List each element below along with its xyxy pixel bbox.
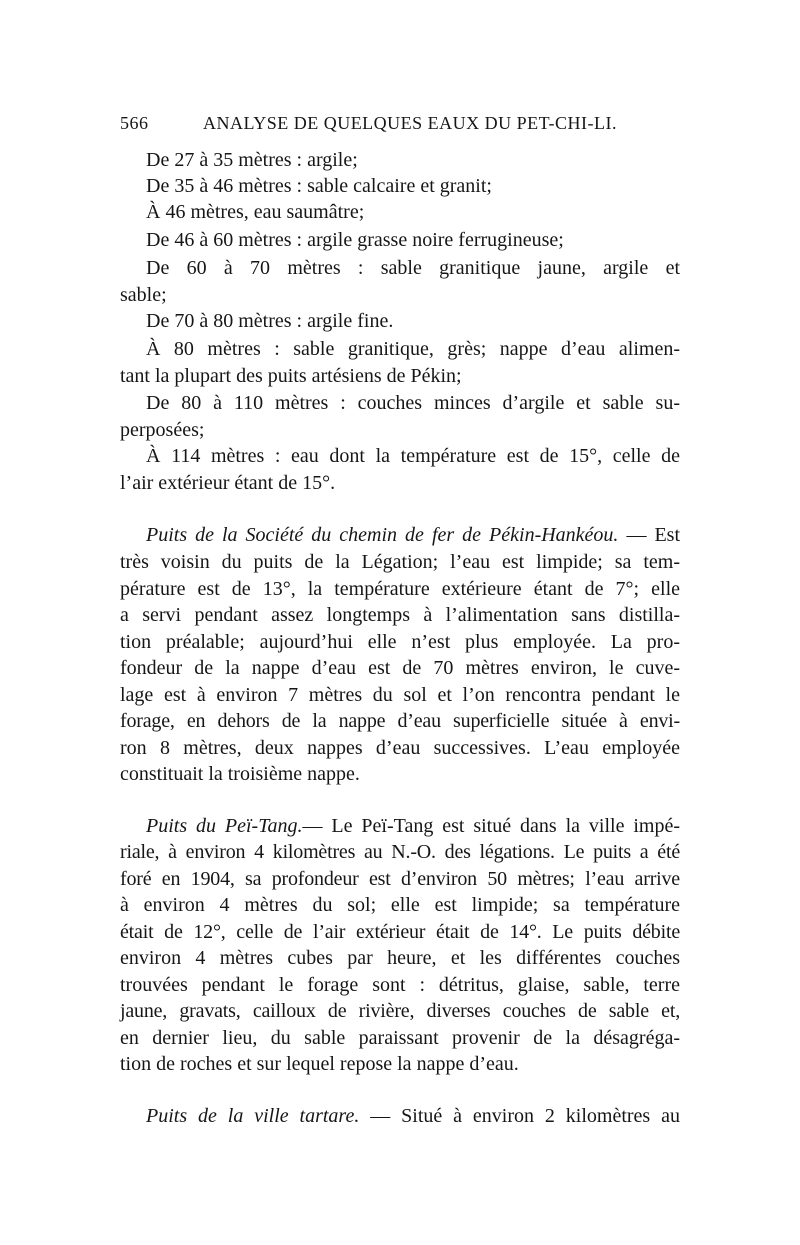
strata-line: De 35 à 46 mètres : sable calcaire et granit; xyxy=(146,175,492,197)
paragraph-line: a servi pendant assez longtemps à l’alimentation sans distilla- xyxy=(120,604,680,626)
paragraph-first-line xyxy=(146,523,680,547)
paragraph-line: riale, à environ 4 kilomètres au N.-O. des légations. Le puits a été xyxy=(120,841,680,863)
paragraph-line: lage est à environ 7 mètres du sol et l’on rencontra pendant le xyxy=(120,684,680,706)
strata-line: De 80 à 110 mètres : couches minces d’argile et sable su- xyxy=(146,392,680,414)
paragraph-heading: Puits du Peï-Tang. xyxy=(146,815,303,837)
paragraph-line: tion de roches et sur lequel repose la nappe d’eau. xyxy=(120,1053,519,1075)
paragraph-text: — Le Peï-Tang est situé dans la ville impé- xyxy=(302,815,680,837)
paragraph-line: pérature est de 13°, la température extérieure étant de 7°; elle xyxy=(120,578,680,600)
paragraph-first-line xyxy=(146,814,680,838)
paragraph-line: environ 4 mètres cubes par heure, et les différentes couches xyxy=(120,947,680,969)
running-header xyxy=(120,113,680,137)
paragraph-line: forage, en dehors de la nappe d’eau superficielle située à envi- xyxy=(120,710,680,732)
paragraph-line: trouvées pendant le forage sont : détritus, glaise, sable, terre xyxy=(120,974,680,996)
paragraph-text: — Situé à environ 2 kilomètres au xyxy=(359,1105,680,1127)
paragraph-line: tion préalable; aujourd’hui elle n’est plus employée. La pro- xyxy=(120,631,680,653)
strata-line: De 27 à 35 mètres : argile; xyxy=(146,149,358,171)
strata-line: À 80 mètres : sable granitique, grès; nappe d’eau alimen- xyxy=(146,338,680,360)
strata-line: sable; xyxy=(120,284,167,306)
paragraph-heading: Puits de la Société du chemin de fer de Pékin-Hankéou. xyxy=(146,524,619,546)
strata-line: tant la plupart des puits artésiens de Pékin; xyxy=(120,365,462,387)
paragraph-heading: Puits de la ville tartare. xyxy=(146,1105,360,1127)
paragraph-line: en dernier lieu, du sable paraissant provenir de la désagréga- xyxy=(120,1027,680,1049)
strata-line: À 46 mètres, eau saumâtre; xyxy=(146,201,365,223)
strata-line: l’air extérieur étant de 15°. xyxy=(120,472,336,494)
strata-line: De 70 à 80 mètres : argile fine. xyxy=(146,310,394,332)
paragraph-line: très voisin du puits de la Légation; l’eau est limpide; sa tem- xyxy=(120,551,680,573)
paragraph-line: fondeur de la nappe d’eau est de 70 mètres environ, le cuve- xyxy=(120,657,680,679)
paragraph-line: à environ 4 mètres du sol; elle est limpide; sa température xyxy=(120,894,680,916)
strata-line: perposées; xyxy=(120,419,205,441)
paragraph-line: ron 8 mètres, deux nappes d’eau successives. L’eau employée xyxy=(120,737,680,759)
paragraph-line: constituait la troisième nappe. xyxy=(120,763,360,785)
running-title: ANALYSE DE QUELQUES EAUX DU PET-CHI-LI. xyxy=(203,113,617,133)
paragraph-line: était de 12°, celle de l’air extérieur était de 14°. Le puits débite xyxy=(120,921,680,943)
paragraph-first-line xyxy=(146,1104,680,1128)
page-number: 566 xyxy=(120,113,149,133)
strata-line: De 60 à 70 mètres : sable granitique jaune, argile et xyxy=(146,257,680,279)
paragraph-line: foré en 1904, sa profondeur est d’environ 50 mètres; l’eau arrive xyxy=(120,868,680,890)
paragraph-line: jaune, gravats, cailloux de rivière, diverses couches de sable et, xyxy=(120,1000,680,1022)
strata-line: De 46 à 60 mètres : argile grasse noire ferrugineuse; xyxy=(146,229,564,251)
paragraph-text: — Est xyxy=(618,524,680,546)
strata-line: À 114 mètres : eau dont la température est de 15°, celle de xyxy=(146,445,680,467)
